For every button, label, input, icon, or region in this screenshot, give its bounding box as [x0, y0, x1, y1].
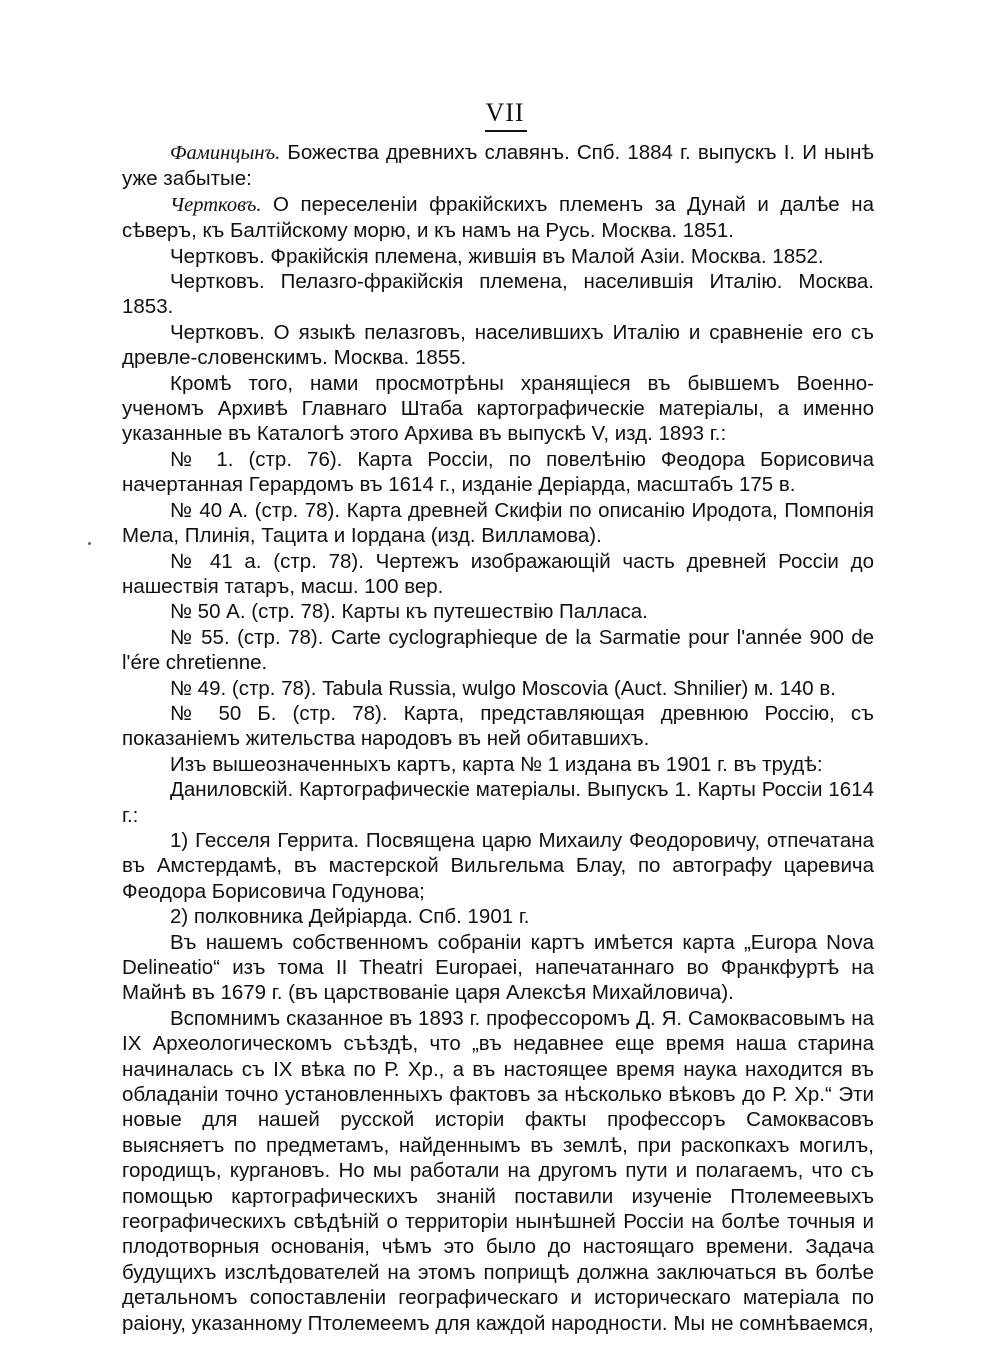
paragraph-samokvasov: Вспомнимъ сказанное въ 1893 г. профессоромъ Д. Я. Самоквасовымъ на IX Археологическомъ съѣздѣ, что „въ недавнее еще время наша старина начиналась съ IX вѣка по Р. Хр., а въ настоящее время наука находится въ обладаніи точно установленныхъ фактовъ за нѣсколько вѣковъ до Р. Хр.“ Эти новые для нашей русской исторіи факты профессоръ Самоквасовъ выясняетъ по предметамъ, найденнымъ въ землѣ, при раскопкахъ могилъ, городищъ, кургановъ. Но мы работали на другомъ пути и полагаемъ, что съ помощью картографическихъ знаній поставили изученіе Птолемеевыхъ географическихъ свѣдѣній о территоріи нынѣшней Россіи на болѣе точныя и плодотворныя основанія, чѣмъ это было до настоящаго времени. Задача будущихъ изслѣдователей на этомъ поприщѣ должна заключаться въ болѣе детальномъ сопоставленіи географическаго и историческаго матеріала по раіону, указанному Птолемеемъ для каждой народности. Мы не сомнѣваемся, — [122, 1006, 874, 1335]
paragraph-deyriard: 2) полковника Дейріарда. Спб. 1901 г. — [170, 905, 530, 929]
paragraph-text: Божества древнихъ славянъ. Спб. 1884 г. выпускъ I. И нынѣ уже забытые: — [122, 141, 874, 191]
author-name: Фаминцынъ. — [170, 142, 281, 164]
author-name: Чертковъ. — [170, 193, 262, 216]
margin-speck — [88, 542, 91, 545]
page-number-rule — [485, 130, 527, 132]
paragraph-map-50b: № 50 Б. (стр. 78). Карта, представляющая древнюю Россію, съ показаніемъ жительства народовъ въ ней обитавшихъ. — [122, 701, 874, 751]
paragraph-danilovsky: Даниловскій. Картографическіе матеріалы. Выпускъ 1. Карты Россіи 1614 г.: — [122, 778, 874, 827]
paragraph-collection: Въ нашемъ собственномъ собраніи картъ имѣется карта „Europa Nova Delineatio“ изъ тома II Theatri Europaei, напечатаннаго во Франкфуртѣ на Майнѣ въ 1679 г. (въ царствованіе царя Алексѣя Михайловича). — [122, 930, 874, 1005]
body-text — [122, 140, 874, 1336]
paragraph-archive-intro: Кромѣ того, нами просмотрѣны хранящіеся въ бывшемъ Военно-ученомъ Архивѣ Главнаго Штаба картографическіе матеріалы, а именно указанные въ Каталогѣ этого Архива въ выпускѣ V, изд. 1893 г.: — [122, 371, 874, 446]
paragraph-map-41a: № 41 а. (стр. 78). Чертежъ изображающій часть древней Россіи до нашествія татаръ, масш. 100 вер. — [122, 549, 874, 598]
paragraph-text: О переселеніи фракійскихъ племенъ за Дунай и далѣе на сѣверъ, къ Балтійскому морю, и къ намъ на Русь. Москва. 1851. — [122, 192, 874, 243]
paragraph-map-40a: № 40 А. (стр. 78). Карта древней Скифіи по описанію Иродота, Помпонія Мела, Плинія, Тацита и Іордана (изд. Вилламова). — [122, 498, 874, 548]
paragraph-chertkov-1853: Чертковъ. Пелазго-фракійскія племена, населившія Италію. Москва. 1853. — [122, 270, 874, 319]
paragraph-map-1: № 1. (стр. 76). Карта Россіи, по повелѣнію Феодора Борисовича начертанная Герардомъ въ 1614 г., изданіе Деріарда, масштабъ 175 в. — [122, 447, 874, 497]
paragraph-map-49: № 49. (стр. 78). Tabula Russia, wulgo Moscovia (Auct. Shnilier) м. 140 в. — [170, 676, 836, 700]
paragraph-published: Изъ вышеозначенныхъ картъ, карта № 1 издана въ 1901 г. въ трудѣ: — [170, 752, 823, 776]
paragraph-map-55: № 55. (стр. 78). Carte cyclographieque de la Sarmatie pour l'annéе 900 de l'ére chretienne. — [122, 625, 874, 675]
paragraph-chertkov-1855: Чертковъ. О языкѣ пелазговъ, населившихъ Италію и сравненіе его съ древле-словенскимъ. Москва. 1855. — [122, 320, 874, 370]
paragraph-gessel: 1) Гесселя Геррита. Посвящена царю Михаилу Феодоровичу, отпечатана въ Амстердамѣ, въ мастерской Вильгельма Блау, по автографу царевича Феодора Борисовича Годунова; — [122, 828, 874, 903]
paragraph-chertkov-1851 — [122, 192, 874, 244]
paragraph-faminцyn — [122, 140, 874, 192]
paragraph-chertkov-1852: Чертковъ. Фракійскія племена, жившія въ Малой Азіи. Москва. 1852. — [170, 244, 824, 268]
paragraph-map-50a: № 50 А. (стр. 78). Карты къ путешествію Палласа. — [170, 600, 648, 624]
page-number: VII — [485, 98, 525, 127]
